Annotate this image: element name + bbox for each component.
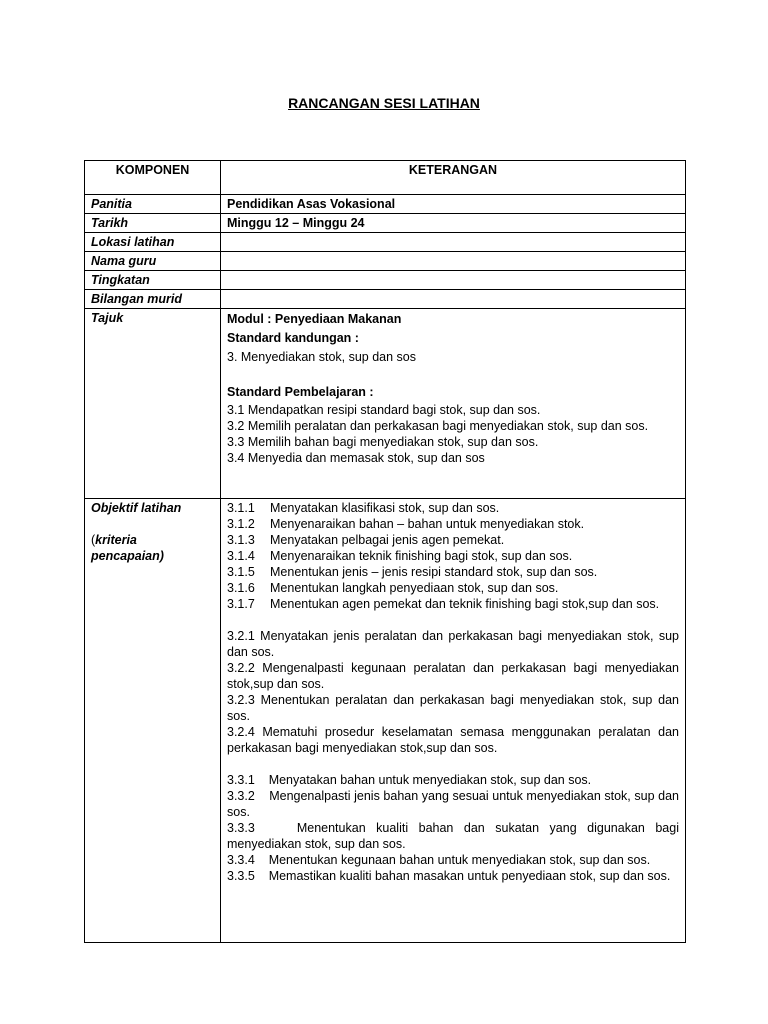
objective-item: 3.1.7 Menentukan agen pemekat dan teknik finishing bagi stok,sup dan sos.: [227, 597, 660, 611]
standard-kandungan-item: 3. Menyediakan stok, sup dan sos: [227, 350, 417, 364]
objective-item: 3.2.2 Mengenalpasti kegunaan peralatan dan perkakasan bagi menyediakan stok,sup dan sos.: [227, 661, 679, 691]
modul-title: Modul : Penyediaan Makanan: [227, 312, 402, 326]
document-title: RANCANGAN SESI LATIHAN: [288, 95, 480, 111]
standard-kandungan-heading: Standard kandungan :: [227, 331, 359, 345]
row-tajuk: [85, 309, 686, 499]
value-panitia: Pendidikan Asas Vokasional: [221, 195, 686, 214]
label-tingkatan: Tingkatan: [85, 271, 221, 290]
standard-pembelajaran-item: 3.3 Memilih bahan bagi menyediakan stok, sup dan sos.: [227, 435, 539, 449]
objective-item: 3.3.2 Mengenalpasti jenis bahan yang sesuai untuk menyediakan stok, sup dan sos.: [227, 789, 683, 819]
value-lokasi: [221, 233, 686, 252]
row-bilangan: [85, 290, 686, 309]
objective-item: 3.3.5 Memastikan kualiti bahan masakan untuk penyediaan stok, sup dan sos.: [227, 869, 671, 883]
standard-pembelajaran-item: 3.2 Memilih peralatan dan perkakasan bagi menyediakan stok, sup dan sos.: [227, 419, 649, 433]
label-tajuk: Tajuk: [85, 309, 221, 499]
label-lokasi: Lokasi latihan: [85, 233, 221, 252]
standard-pembelajaran-item: 3.4 Menyedia dan memasak stok, sup dan sos: [227, 451, 485, 465]
label-guru: Nama guru: [85, 252, 221, 271]
objective-item: 3.1.3 Menyatakan pelbagai jenis agen pemekat.: [227, 533, 505, 547]
value-tarikh: Minggu 12 – Minggu 24: [221, 214, 686, 233]
objective-item: 3.3.4 Menentukan kegunaan bahan untuk menyediakan stok, sup dan sos.: [227, 853, 651, 867]
objektif-content: [221, 499, 686, 943]
objective-item: 3.2.1 Menyatakan jenis peralatan dan perkakasan bagi menyediakan stok, sup dan sos.: [227, 629, 679, 659]
objective-item: 3.2.3 Menentukan peralatan dan perkakasan bagi menyediakan stok, sup dan sos.: [227, 693, 679, 723]
row-tingkatan: [85, 271, 686, 290]
tajuk-content: [221, 309, 686, 499]
row-panitia: [85, 195, 686, 214]
standard-pembelajaran-item: 3.1 Mendapatkan resipi standard bagi stok, sup dan sos.: [227, 403, 541, 417]
objective-item: 3.1.5 Menentukan jenis – jenis resipi standard stok, sup dan sos.: [227, 565, 598, 579]
label-panitia: Panitia: [85, 195, 221, 214]
label-tarikh: Tarikh: [85, 214, 221, 233]
label-objektif-latihan: Objektif latihan: [91, 501, 182, 515]
objective-item: 3.1.4 Menyenaraikan teknik finishing bagi stok, sup dan sos.: [227, 549, 573, 563]
label-objektif-cell: [85, 499, 221, 943]
value-tingkatan: [221, 271, 686, 290]
row-tarikh: [85, 214, 686, 233]
row-lokasi: [85, 233, 686, 252]
objective-item: 3.1.6 Menentukan langkah penyediaan stok, sup dan sos.: [227, 581, 559, 595]
session-plan-table: [84, 160, 686, 943]
standard-pembelajaran-heading: Standard Pembelajaran :: [227, 385, 374, 399]
value-bilangan: [221, 290, 686, 309]
table-header-row: [85, 161, 686, 195]
objective-item: 3.1.2 Menyenaraikan bahan – bahan untuk menyediakan stok.: [227, 517, 585, 531]
label-kriteria: (kriteria: [91, 533, 137, 547]
objective-item: 3.3.3 Menentukan kualiti bahan dan sukatan yang digunakan bagi menyediakan stok, sup dan sos.: [227, 821, 683, 851]
value-guru: [221, 252, 686, 271]
header-keterangan: KETERANGAN: [221, 161, 686, 195]
header-komponen: KOMPONEN: [85, 161, 221, 195]
label-bilangan: Bilangan murid: [85, 290, 221, 309]
row-objektif: [85, 499, 686, 943]
objective-item: 3.2.4 Mematuhi prosedur keselamatan semasa menggunakan peralatan dan perkakasan bagi menyediakan stok,sup dan sos.: [227, 725, 679, 755]
objective-item: 3.1.1 Menyatakan klasifikasi stok, sup dan sos.: [227, 501, 500, 515]
row-guru: [85, 252, 686, 271]
label-pencapaian: pencapaian): [91, 549, 164, 563]
objective-item: 3.3.1 Menyatakan bahan untuk menyediakan stok, sup dan sos.: [227, 773, 592, 787]
